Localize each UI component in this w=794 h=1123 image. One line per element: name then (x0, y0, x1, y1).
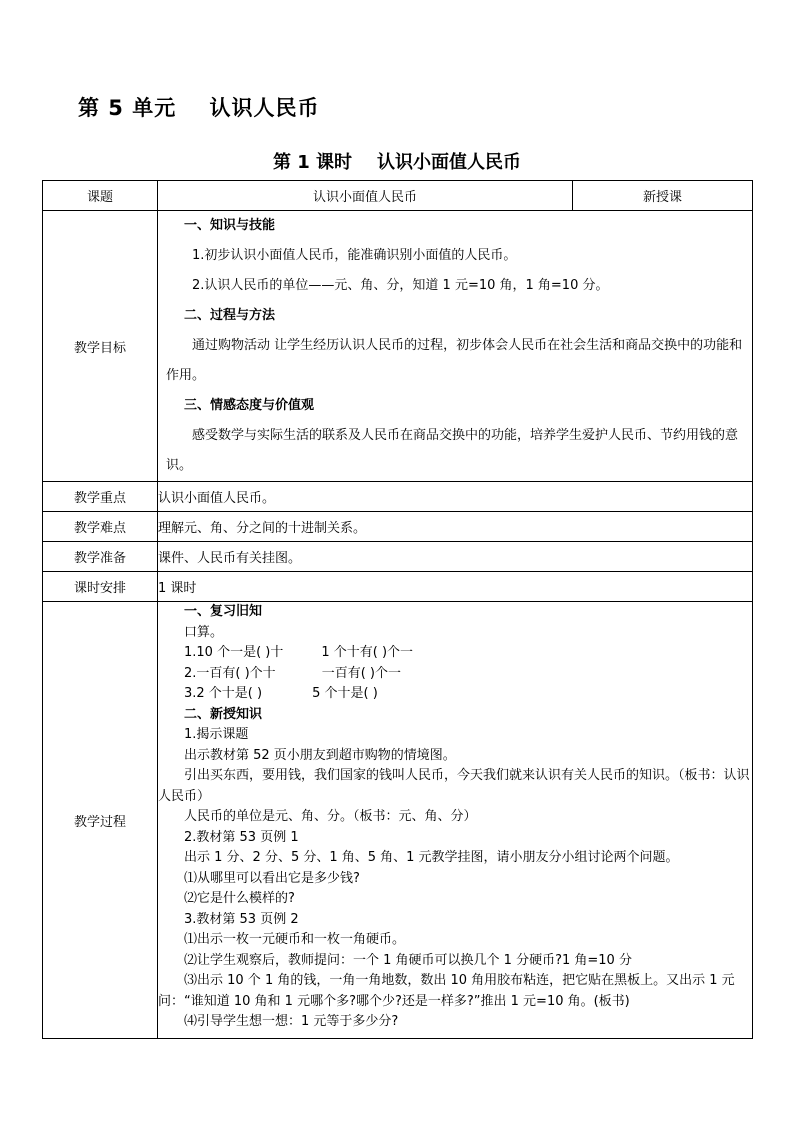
preparation-row (43, 542, 753, 572)
goals-line-2: 2.认识人民币的单位——元、角、分，知道 1 元=10 角，1 角=10 分。 (192, 278, 609, 293)
process-question-1 (158, 643, 752, 664)
key-point-value: 认识小面值人民币。 (158, 482, 753, 512)
goals-line-4: 感受数学与实际生活的联系及人民币在商品交换中的功能，培养学生爱护人民币、节约用钱的意识。 (166, 428, 739, 473)
goals-line-1: 1.初步认识小面值人民币，能准确识别小面值的人民币。 (192, 248, 517, 263)
key-point-row (43, 482, 753, 512)
goals-heading-process: 二、过程与方法 (184, 308, 276, 323)
question-1b: 1 个十有( )个一 (321, 645, 414, 660)
preparation-label: 教学准备 (43, 542, 158, 572)
goals-heading-attitude: 三、情感态度与价值观 (184, 398, 315, 413)
process-step-1c: 人民币的单位是元、角、分。（板书：元、角、分） (184, 809, 477, 824)
question-1a: 1.10 个一是( )十 (184, 645, 284, 660)
process-question-3 (158, 684, 752, 705)
difficulty-row (43, 512, 753, 542)
goals-heading-knowledge: 一、知识与技能 (184, 218, 276, 233)
preparation-value: 课件、人民币有关挂图。 (158, 542, 753, 572)
process-heading-review: 一、复习旧知 (184, 604, 263, 619)
schedule-label: 课时安排 (43, 572, 158, 602)
unit-title: 第 5 单元 认识人民币 (78, 96, 320, 120)
process-step-1b: 引出买东西，要用钱，我们国家的钱叫人民币，今天我们就来认识有关人民币的知识。（板书：认识人民币） (158, 768, 750, 804)
schedule-row (43, 572, 753, 602)
process-question-2 (158, 664, 752, 685)
question-2a: 2.一百有( )个十 (184, 665, 276, 681)
question-3b: 5 个十是( ) (312, 686, 378, 701)
process-label: 教学过程 (43, 602, 158, 1039)
process-step-2c: ⑵它是什么模样的? (184, 891, 295, 906)
difficulty-value: 理解元、角、分之间的十进制关系。 (158, 512, 753, 542)
process-step-3d: ⑷引导学生想一想：1 元等于多少分? (184, 1014, 399, 1029)
title-row (43, 181, 753, 211)
process-step-1a: 出示教材第 52 页小朋友到超市购物的情境图。 (184, 747, 456, 763)
process-heading-new: 二、新授知识 (184, 706, 263, 722)
process-step-3: 3.教材第 53 页例 2 (184, 911, 299, 927)
goals-content (158, 211, 753, 482)
lesson-type: 新授课 (573, 181, 753, 211)
process-step-3b: ⑵让学生观察后，教师提问：一个 1 角硬币可以换几个 1 分硬币?1 角=10 分 (184, 952, 632, 968)
difficulty-label: 教学难点 (43, 512, 158, 542)
process-step-3c: ⑶出示 10 个 1 角的钱，一角一角地数，数出 10 角用胶布粘连，把它贴在黑板上。又出示 1 元问：“谁知道 10 角和 1 元哪个多?哪个少?还是一样多?”推出 1 元=10 角。(板书) (158, 973, 735, 1009)
question-2b: 一百有( )个一 (321, 665, 401, 681)
process-step-1: 1.揭示课题 (184, 727, 249, 742)
title-label: 课题 (43, 181, 158, 211)
process-step-2b: ⑴从哪里可以看出它是多少钱? (184, 870, 360, 886)
question-3a: 3.2 个十是( ) (184, 686, 263, 701)
process-content (158, 602, 753, 1039)
process-step-2: 2.教材第 53 页例 1 (184, 829, 299, 845)
lesson-plan-table (42, 180, 753, 1039)
key-point-label: 教学重点 (43, 482, 158, 512)
title-value: 认识小面值人民币 (158, 181, 573, 211)
process-step-2a: 出示 1 分、2 分、5 分、1 角、5 角、1 元教学挂图，请小朋友分小组讨论两个问题。 (184, 850, 679, 865)
process-row (43, 602, 753, 1039)
goals-row (43, 211, 753, 482)
process-step-3a: ⑴出示一枚一元硬币和一枚一角硬币。 (184, 932, 406, 947)
lesson-title: 第 1 课时 认识小面值人民币 (272, 152, 522, 173)
goals-line-3: 通过购物活动 让学生经历认识人民币的过程，初步体会人民币在社会生活和商品交换中的功能和作用。 (166, 338, 743, 383)
process-oral: 口算。 (184, 624, 224, 640)
goals-label: 教学目标 (43, 211, 158, 482)
schedule-value: 1 课时 (158, 572, 753, 602)
